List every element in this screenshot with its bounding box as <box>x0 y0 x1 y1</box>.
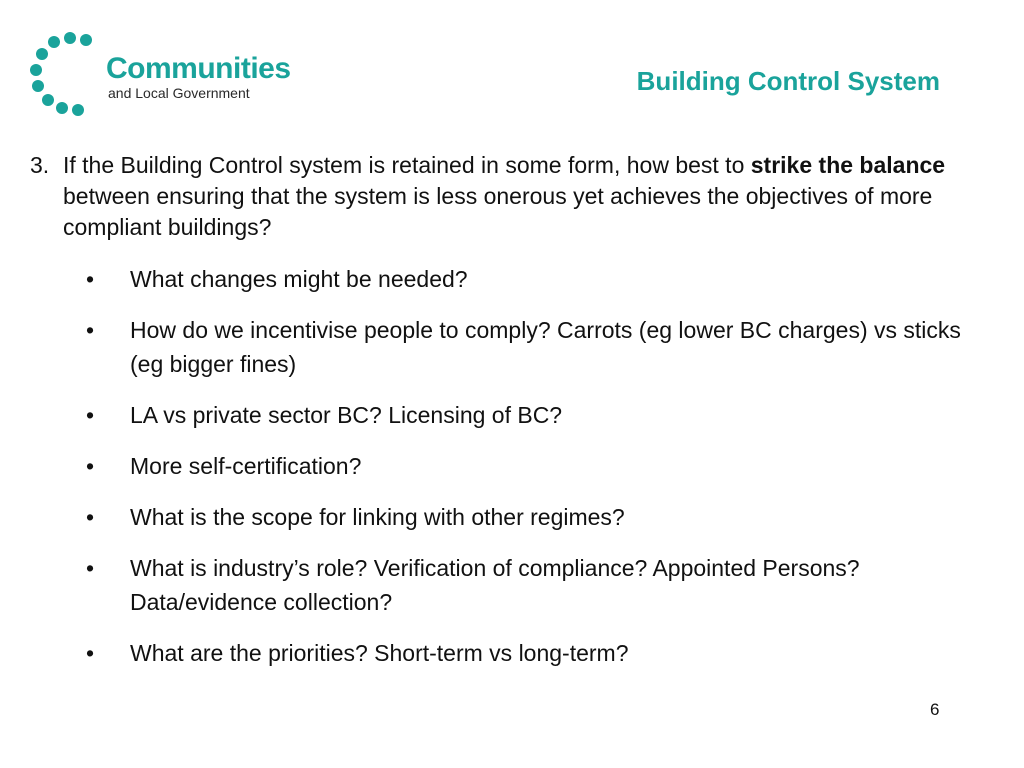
bullet-icon: • <box>86 402 95 428</box>
bullet-icon: • <box>86 317 95 343</box>
question-text-before: If the Building Control system is retained in some form, how best to <box>63 152 751 178</box>
bullet-icon: • <box>86 266 95 292</box>
bullet-icon: • <box>86 504 95 530</box>
list-item <box>86 398 966 432</box>
list-item <box>86 449 966 483</box>
list-item <box>86 262 966 296</box>
list-item <box>86 551 966 619</box>
list-item-text: What is the scope for linking with other regimes? <box>130 504 625 530</box>
communities-logo <box>28 30 291 120</box>
list-item <box>86 313 966 381</box>
list-item-text: How do we incentivise people to comply? Carrots (eg lower BC charges) vs sticks (eg bigger fines) <box>130 317 961 377</box>
list-item-text: More self-certification? <box>130 453 362 479</box>
question-block <box>30 150 990 243</box>
list-item-text: What is industry’s role? Verification of compliance? Appointed Persons? Data/evidence collection? <box>130 555 860 615</box>
list-item <box>86 636 966 670</box>
list-item-text: What changes might be needed? <box>130 266 468 292</box>
bullet-icon: • <box>86 453 95 479</box>
logo-line1: Communities <box>106 52 291 85</box>
question-number: 3. <box>30 152 50 178</box>
page-number: 6 <box>930 700 940 719</box>
bullet-icon: • <box>86 555 95 581</box>
bullet-list <box>86 262 966 687</box>
question-text <box>63 150 990 243</box>
dot-ring-logo-icon <box>28 30 108 120</box>
question-text-bold: strike the balance <box>750 152 946 178</box>
question-text-after: between ensuring that the system is less onerous yet achieves the objectives of more compliant buildings? <box>63 183 933 240</box>
list-item-text: LA vs private sector BC? Licensing of BC? <box>130 402 563 428</box>
slide-title: Building Control System <box>636 66 940 96</box>
list-item <box>86 500 966 534</box>
bullet-icon: • <box>86 640 95 666</box>
list-item-text: What are the priorities? Short-term vs long-term? <box>130 640 629 666</box>
logo-line2: and Local Government <box>108 85 250 101</box>
